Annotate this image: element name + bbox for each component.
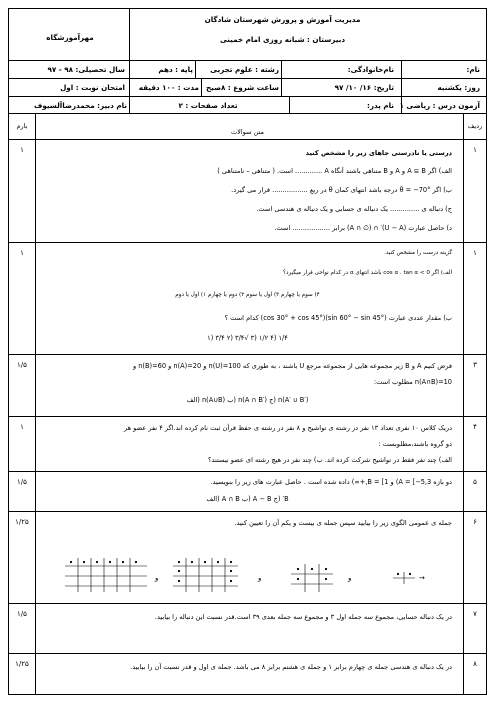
question-number: ۱	[473, 146, 477, 154]
question-text: در یک دنباله ی هندسی جمله ی چهارم برابر ۱ و جمله ی هشتم برابر ۸ می باشد. جمله ی اول و قدر نسبت آن را بیابید.	[130, 663, 452, 671]
question-3	[9, 355, 486, 417]
question-score: ۱/۵	[17, 361, 27, 369]
question-1	[9, 140, 486, 243]
question-score: ۱	[20, 249, 24, 257]
question-text: دو گروه باشند،مطلوبست :	[378, 440, 452, 448]
duration-label: مدت : ۱۰۰ دقیقه	[138, 83, 199, 92]
question-text: ب) اگر θ = −70° درجه باشد انتهای کمان θ در ربع ................. قرار می گیرد.	[231, 186, 452, 194]
grade-label: پایه : دهم	[158, 65, 193, 74]
field-label: رشته : علوم تجربی	[210, 65, 279, 74]
question-8	[9, 654, 486, 696]
question-options: ۴) سوم یا چهارم ۳) اول یا سوم ۲) دوم یا چهارم ۱) اول یا دوم	[175, 292, 320, 298]
date-label: تاریخ: ۱۶/ ۱۰/ ۹۷	[334, 83, 394, 92]
col-score: بارم	[16, 122, 28, 130]
teacher-label: نام دبیر: محمدرضاآلسیوف	[34, 101, 127, 110]
school-stamp: مهرآموزشگاه	[46, 33, 94, 42]
day-label: روز: یکشنبه	[437, 83, 480, 92]
svg-text:و: و	[348, 574, 352, 582]
question-5	[9, 472, 486, 512]
question-text: فرض کنیم A و B زیر مجموعه هایی از مجموعه مرجع U باشند ، به طوری که n(U)=100 و n(A)=20 و n(B)=60 و	[132, 362, 452, 370]
question-text: دو بازه A = [−5,3) و B = [1,+∞) داده شده است . حاصل عبارت های زیر را بنویسید.	[210, 478, 452, 486]
question-2	[9, 243, 486, 355]
question-number: ۱	[473, 249, 477, 257]
col-row: ردیف	[467, 122, 483, 130]
question-text: n(A∩B)=10 مطلوب است:	[373, 378, 452, 386]
question-4	[9, 417, 486, 472]
question-score: ۱/۵	[17, 610, 27, 618]
col-questions: متن سوالات	[231, 128, 264, 136]
question-text: الف) اگر cos α . tan α < 0 باشد انتهای α در کدام نواحی قرار میگیرد؟	[283, 270, 452, 276]
question-number: ۴	[473, 423, 477, 431]
question-score: ۱/۵	[17, 478, 27, 486]
question-text: الف) اگر A ⊆ B و A و B متناهی باشند آنگاه A ............. است. ( متناهی – نامتناهی )	[217, 167, 452, 175]
dot-pattern-figure	[63, 552, 432, 592]
question-number: ۸	[473, 660, 477, 668]
column-header-row	[9, 114, 486, 140]
question-text: در یک دنباله حسابی، مجموع سه جمله اول ۳ و مجموع سه جمله بعدی ۳۹ است.قدر نسبت این دنباله را بیابید.	[154, 613, 452, 621]
question-text: ب) مقدار عددی عبارت (sin 60° − sin 45°)(cos 30° + cos 45°) کدام است ؟	[224, 314, 452, 322]
question-score: ۱/۲۵	[15, 660, 29, 668]
question-7	[9, 604, 486, 654]
question-text: جمله ی عمومی الگوی زیر را بیابید سپس جمله ی بیست و یکم آن را تعیین کنید.	[234, 519, 452, 527]
exam-sheet	[8, 8, 487, 695]
question-6	[9, 512, 486, 604]
header-title-1: مدیریت آموزش و پرورش شهرستان شادگان	[204, 15, 361, 24]
page-count-label: تعداد صفحات : ۲	[178, 101, 238, 110]
svg-text:→: →	[419, 574, 425, 582]
question-options: ۱/۴ (۴ ۱/۲ (۳ √۳/۴ (۲ ۳/۴ (۱	[207, 334, 288, 342]
question-number: ۶	[473, 518, 477, 526]
svg-text:و: و	[258, 574, 262, 582]
question-text: گزینه درست را مشخص کنید.	[384, 250, 452, 256]
exam-header	[9, 9, 486, 114]
question-score: ۱/۲۵	[15, 518, 29, 526]
question-number: ۵	[473, 478, 477, 486]
svg-text:و: و	[155, 574, 159, 582]
question-parts: n(A′ ∪ B′) (ج n(A ∩ B′) (ب n(A∪B) (الف	[186, 396, 309, 404]
school-year-label: سال تحصیلی: ۹۸ - ۹۷	[47, 65, 125, 74]
name-label: نام:	[466, 65, 480, 74]
question-text: د) حاصل عبارت (U − A)′ ∩ (∅ ∩ A) برابر .................. است.	[274, 224, 452, 232]
question-text: دریک کلاس ۱۰ نفری تعداد ۱۳ نفر در رشته ی تواشیح و ۸ نفر در رشته ی حفظ قرآن ثبت نام کرده اند.اگر ۴ نفر عضو هر	[123, 424, 452, 432]
question-score: ۱	[20, 423, 24, 431]
question-number: ۳	[473, 361, 477, 369]
family-label: نام‌خانوادگی:	[347, 65, 394, 74]
question-text: درستی یا نادرستی جاهای زیر را مشخص کنید	[305, 149, 452, 157]
exam-turn-label: امتحان نوبت : اول	[60, 83, 125, 92]
question-text: الف) چند نفر فقط در تواشیح شرکت کرده اند. ب) چند نفر در هیچ رشته ای عضو نیستند؟	[208, 456, 452, 464]
question-parts: B′ (ج A − B (ب A ∩ B (الف	[206, 495, 289, 503]
header-title-2: دبیرستان : شبانه روزی امام خمینی	[219, 35, 346, 44]
father-name-label: نام پدر:	[366, 101, 394, 110]
question-score: ۱	[20, 146, 24, 154]
question-number: ۷	[473, 610, 477, 618]
pattern-svg	[63, 552, 433, 592]
question-text: ج) دنباله ی .............. یک دنباله ی حسابی و یک دنباله ی هندسی است.	[256, 205, 452, 213]
start-time-label: ساعت شروع : ۸صبح	[205, 83, 279, 92]
subject-label: آزمون درس : ریاضی ۱	[399, 101, 480, 110]
